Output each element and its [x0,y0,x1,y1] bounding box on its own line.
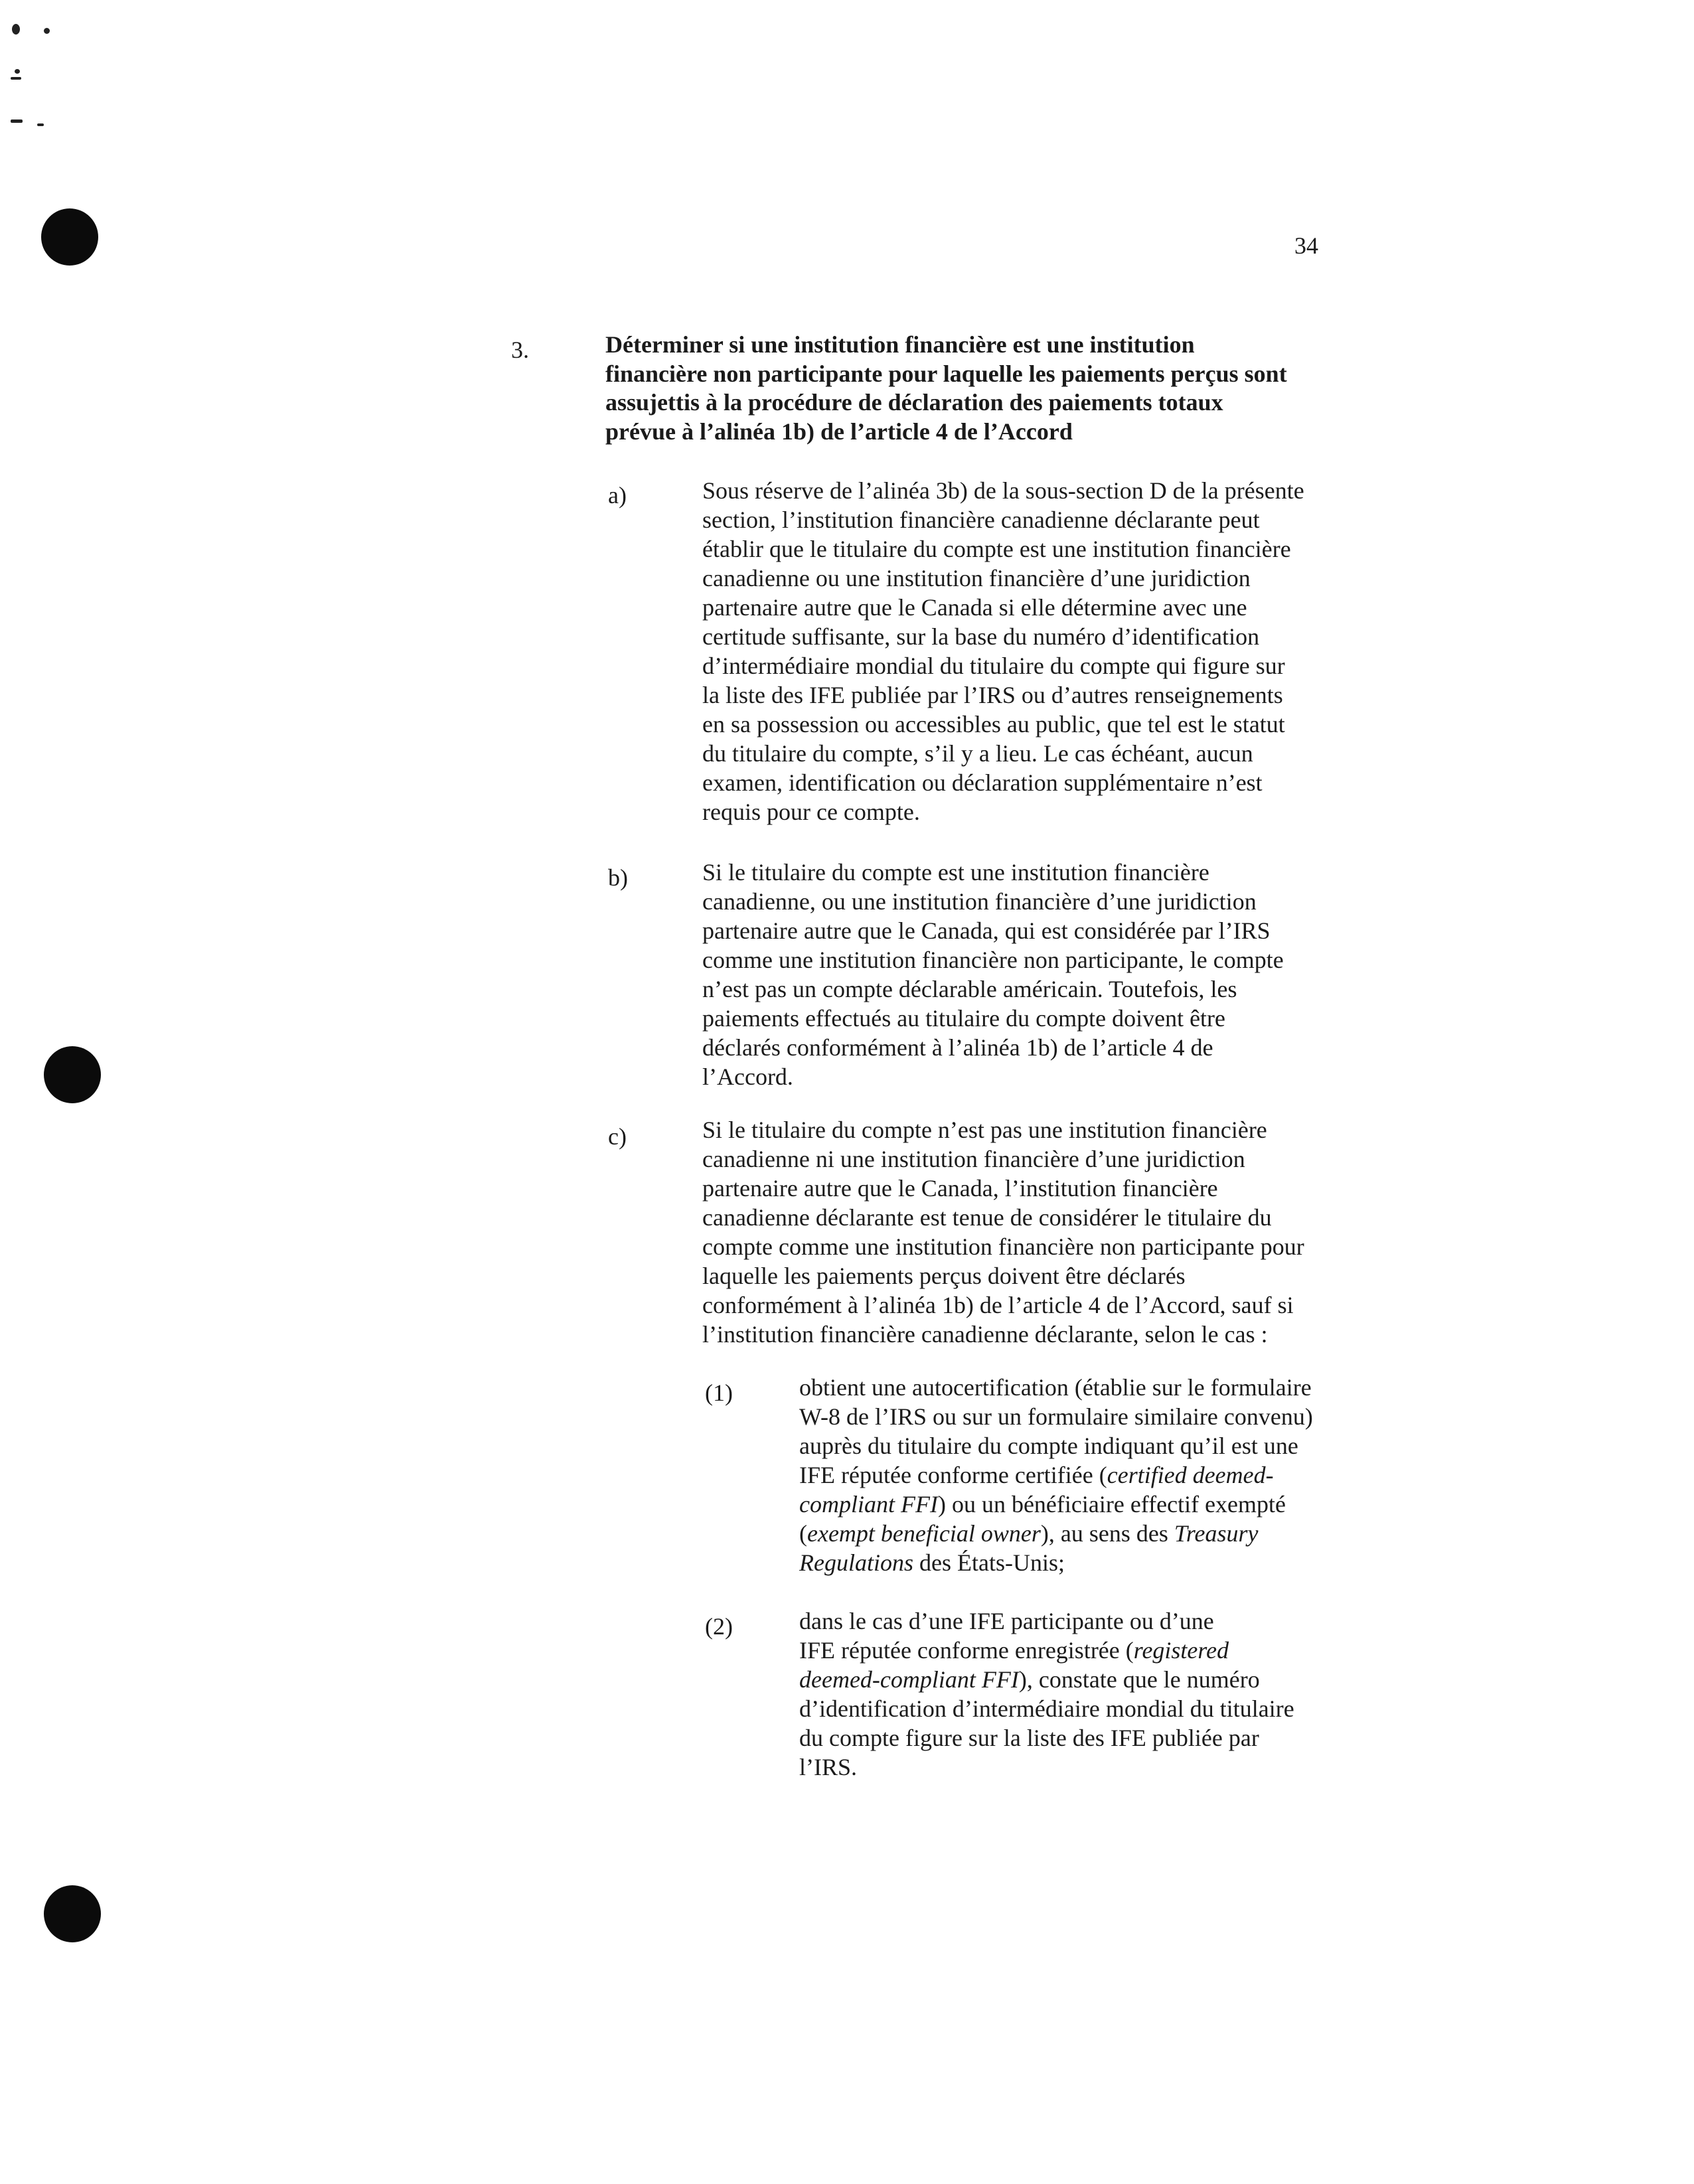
text-run: des États-Unis; [913,1549,1065,1576]
paragraph-line [799,1606,1370,1636]
paragraph-line: Si le titulaire du compte n’est pas une institution financière [702,1117,1267,1143]
scan-speck [44,28,50,34]
punch-hole-top [41,208,98,266]
text-run: l’IRS. [799,1754,858,1780]
text-run: obtient une autocertification (établie sur le formulaire [799,1374,1312,1401]
subitem-label-2: (2) [705,1613,733,1640]
paragraph-line: la liste des IFE publiée par l’IRS ou d’autres renseignements [702,682,1283,708]
paragraph-line [799,1402,1370,1431]
scan-speck [11,77,21,80]
paragraph-line: l’institution financière canadienne déclarante, selon le cas : [702,1321,1268,1348]
text-run: W-8 de l’IRS ou sur un formulaire similaire convenu) [799,1403,1313,1430]
paragraph-line: Si le titulaire du compte est une institution financière [702,859,1209,886]
page-number: 34 [1294,232,1318,259]
item-label-a: a) [608,482,627,508]
item-paragraph-a [702,476,1376,826]
italic-term: Regulations [799,1549,913,1576]
italic-term: exempt beneficial owner [807,1520,1041,1547]
text-run: ), constate que le numéro [1018,1666,1260,1693]
paragraph-line: requis pour ce compte. [702,799,920,825]
subitem-paragraph-2 [799,1606,1370,1782]
paragraph-line: partenaire autre que le Canada, qui est considérée par l’IRS [702,917,1270,944]
subitem-label-1: (1) [705,1379,733,1406]
paragraph-line: l’Accord. [702,1063,793,1090]
paragraph-line: partenaire autre que le Canada, l’institution financière [702,1175,1218,1202]
scan-speck [11,119,23,123]
paragraph-line: canadienne, ou une institution financière d’une juridiction [702,888,1257,915]
scan-speck [12,24,20,35]
paragraph-line [799,1519,1370,1548]
paragraph-line [799,1694,1370,1723]
paragraph-line: du titulaire du compte, s’il y a lieu. Le cas échéant, aucun [702,740,1253,767]
italic-term: deemed-compliant FFI [799,1666,1019,1693]
text-run: ) ou un bénéficiaire effectif exempté [937,1491,1286,1518]
paragraph-line [799,1490,1370,1519]
italic-term: certified deemed- [1107,1462,1274,1488]
paragraph-line [799,1373,1370,1402]
paragraph-line: conformément à l’alinéa 1b) de l’article 4 de l’Accord, sauf si [702,1292,1294,1318]
paragraph-line: n’est pas un compte déclarable américain. Toutefois, les [702,976,1237,1002]
paragraph-line [799,1753,1370,1782]
paragraph-line: comme une institution financière non participante, le compte [702,947,1284,973]
heading-line: assujettis à la procédure de déclaration des paiements totaux [605,389,1223,416]
text-run: du compte figure sur la liste des IFE publiée par [799,1725,1259,1751]
section-number: 3. [511,337,529,363]
paragraph-line: partenaire autre que le Canada si elle détermine avec une [702,594,1247,621]
subitem-paragraph-1 [799,1373,1370,1577]
paragraph-line: laquelle les paiements perçus doivent être déclarés [702,1263,1186,1289]
italic-term: Treasury [1174,1520,1259,1547]
text-run: IFE réputée conforme certifiée ( [799,1462,1107,1488]
item-label-c: c) [608,1123,627,1150]
paragraph-line [799,1636,1370,1665]
paragraph-line: en sa possession ou accessibles au public, que tel est le statut [702,711,1285,738]
text-run: dans le cas d’une IFE participante ou d’une [799,1608,1214,1634]
italic-term: compliant FFI [799,1491,938,1518]
paragraph-line: compte comme une institution financière non participante pour [702,1233,1304,1260]
paragraph-line [799,1431,1370,1460]
paragraph-line [799,1460,1370,1490]
scan-speck [37,123,44,126]
paragraph-line [799,1723,1370,1753]
paragraph-line: paiements effectués au titulaire du compte doivent être [702,1005,1226,1032]
paragraph-line [799,1665,1370,1694]
punch-hole-middle [44,1046,101,1103]
item-label-b: b) [608,864,628,891]
text-run: auprès du titulaire du compte indiquant qu’il est une [799,1433,1298,1459]
paragraph-line: établir que le titulaire du compte est une institution financière [702,536,1291,562]
heading-line: prévue à l’alinéa 1b) de l’article 4 de l’Accord [605,418,1073,445]
section-heading [605,331,1369,446]
text-run: ), au sens des [1040,1520,1174,1547]
paragraph-line: déclarés conformément à l’alinéa 1b) de l’article 4 de [702,1034,1213,1061]
item-paragraph-b [702,858,1376,1091]
text-run: IFE réputée conforme enregistrée ( [799,1637,1134,1664]
paragraph-line: canadienne ou une institution financière d’une juridiction [702,565,1251,591]
paragraph-line: canadienne ni une institution financière d’une juridiction [702,1146,1245,1172]
paragraph-line [799,1548,1370,1577]
italic-term: registered [1133,1637,1229,1664]
text-run: ( [799,1520,807,1547]
punch-hole-bottom [44,1885,101,1942]
paragraph-line: canadienne déclarante est tenue de considérer le titulaire du [702,1204,1272,1231]
heading-line: Déterminer si une institution financière est une institution [605,331,1195,358]
text-run: d’identification d’intermédiaire mondial du titulaire [799,1695,1294,1722]
item-paragraph-c [702,1115,1376,1349]
scan-speck [15,69,20,74]
heading-line: financière non participante pour laquelle les paiements perçus sont [605,360,1287,387]
paragraph-line: examen, identification ou déclaration supplémentaire n’est [702,769,1263,796]
paragraph-line: d’intermédiaire mondial du titulaire du compte qui figure sur [702,653,1285,679]
paragraph-line: certitude suffisante, sur la base du numéro d’identification [702,623,1260,650]
paragraph-line: section, l’institution financière canadienne déclarante peut [702,507,1260,533]
paragraph-line: Sous réserve de l’alinéa 3b) de la sous-section D de la présente [702,477,1304,504]
